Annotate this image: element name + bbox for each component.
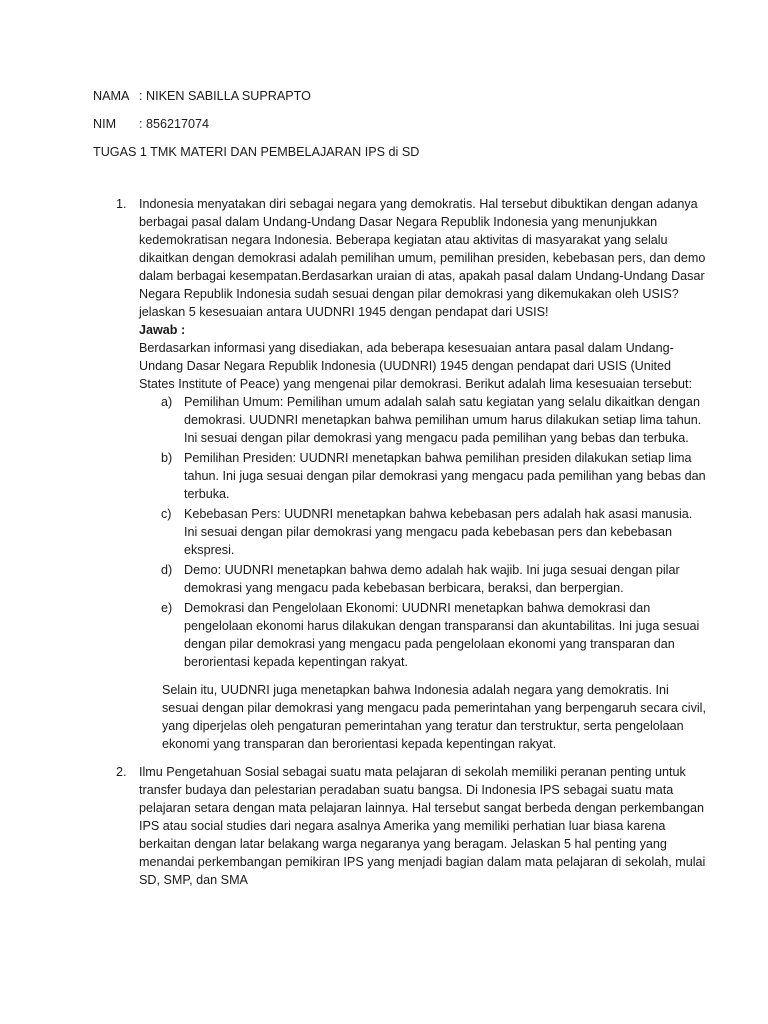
question-text: Indonesia menyatakan diri sebagai negara yang demokratis. Hal tersebut dibuktikan dengan adanya berbagai pasal dalam Undang-Undang Dasar Negara Republik Indonesia yang menunjukkan kedemokratisan negara Indonesia. Beberapa kegiatan atau aktivitas di masyarakat yang selalu dikaitkan dengan demokrasi adalah pemilihan umum, pemilihan presiden, kebebasan pers, dan demo dalam berbagai kesempatan.Berdasarkan uraian di atas, apakah pasal dalam Undang-Undang Dasar Negara Republik Indonesia sudah sesuai dengan pilar demokrasi yang dikemukakan oleh USIS? jelaskan 5 kesesuaian antara UUDNRI 1945 dengan pendapat dari USIS! [139,197,706,319]
assignment-title: TUGAS 1 TMK MATERI DAN PEMBELAJARAN IPS di SD [93,145,420,159]
nim-line [93,115,708,133]
list-item [139,449,708,503]
question-number: 1. [116,197,127,211]
list-item-letter: e) [161,601,173,615]
list-item [139,561,708,597]
list-item [139,505,708,559]
list-item-text: Pemilihan Umum: Pemilihan umum adalah salah satu kegiatan yang selalu dikaitkan dengan demokrasi. UUDNRI menetapkan bahwa pemilihan umum harus dilakukan setiap lima tahun. Ini sesuai dengan pilar demokrasi yang mengacu pada pemilihan yang bebas dan terbuka. [184,395,702,445]
question-list [93,195,708,889]
list-item-text: Kebebasan Pers: UUDNRI menetapkan bahwa kebebasan pers adalah hak asasi manusia. Ini sesuai dengan pilar demokrasi yang mengacu pada kebebasan pers dan kebebasan ekspresi. [184,507,693,557]
list-item-letter: a) [161,395,173,409]
list-item [139,393,708,447]
answer-label: Jawab : [139,323,186,337]
nama-label: NAMA [93,89,130,103]
list-item-letter: d) [161,563,173,577]
nim-label: NIM [93,117,117,131]
list-item-text: Demo: UUDNRI menetapkan bahwa demo adalah hak wajib. Ini juga sesuai dengan pilar demokrasi yang mengacu pada kebebasan berbicara, beraksi, dan berpergian. [184,563,680,595]
question-item-1 [93,195,708,753]
answer-intro: Berdasarkan informasi yang disediakan, ada beberapa kesesuaian antara pasal dalam Undang-Undang Dasar Negara Republik Indonesia (UUDNRI) 1945 dengan pendapat dari USIS (United States Institute of Peace) yang mengenai pilar demokrasi. Berikut adalah lima kesesuaian tersebut: [139,341,693,391]
question-text: Ilmu Pengetahuan Sosial sebagai suatu mata pelajaran di sekolah memiliki peranan penting untuk transfer budaya dan pelestarian peradaban suatu bangsa. Di Indonesia IPS sebagai suatu mata pelajaran setara dengan mata pelajaran lainnya. Hal tersebut sangat berbeda dengan perkembangan IPS atau social studies dari negara asalnya Amerika yang memiliki perhatian luar biasa karena berkaitan dengan latar belakang warga negaranya yang beragam. Jelaskan 5 hal penting yang menandai perkembangan pemikiran IPS yang menjadi bagian dalam mata pelajaran di sekolah, mulai SD, SMP, dan SMA [139,765,706,887]
question-item-2 [93,763,708,889]
question-number: 2. [116,765,127,779]
nim-value: : 856217074 [139,117,210,131]
nama-line [93,87,708,105]
list-item-letter: c) [161,507,172,521]
list-item-text: Demokrasi dan Pengelolaan Ekonomi: UUDNRI menetapkan bahwa demokrasi dan pengelolaan ekonomi harus dilakukan dengan transparansi dan akuntabilitas. Ini juga sesuai dengan pilar demokrasi yang mengacu pada pengelolaan ekonomi yang transparan dan berorientasi kepada kepentingan rakyat. [184,601,700,669]
list-item-letter: b) [161,451,173,465]
answer-closing: Selain itu, UUDNRI juga menetapkan bahwa Indonesia adalah negara yang demokratis. Ini sesuai dengan pilar demokrasi yang mengacu pada pemerintahan yang berpengaruh secara civil, yang diperjelas oleh pengaturan pemerintahan yang teratur dan terstruktur, serta pengelolaan ekonomi yang transparan dan berorientasi kepada kepentingan rakyat. [162,683,706,751]
list-item [139,599,708,671]
list-item-text: Pemilihan Presiden: UUDNRI menetapkan bahwa pemilihan presiden dilakukan setiap lima tahun. Ini juga sesuai dengan pilar demokrasi yang mengacu pada pemilihan yang bebas dan terbuka. [184,451,706,501]
nama-value: : NIKEN SABILLA SUPRAPTO [139,89,311,103]
answer-sub-list [139,393,708,671]
